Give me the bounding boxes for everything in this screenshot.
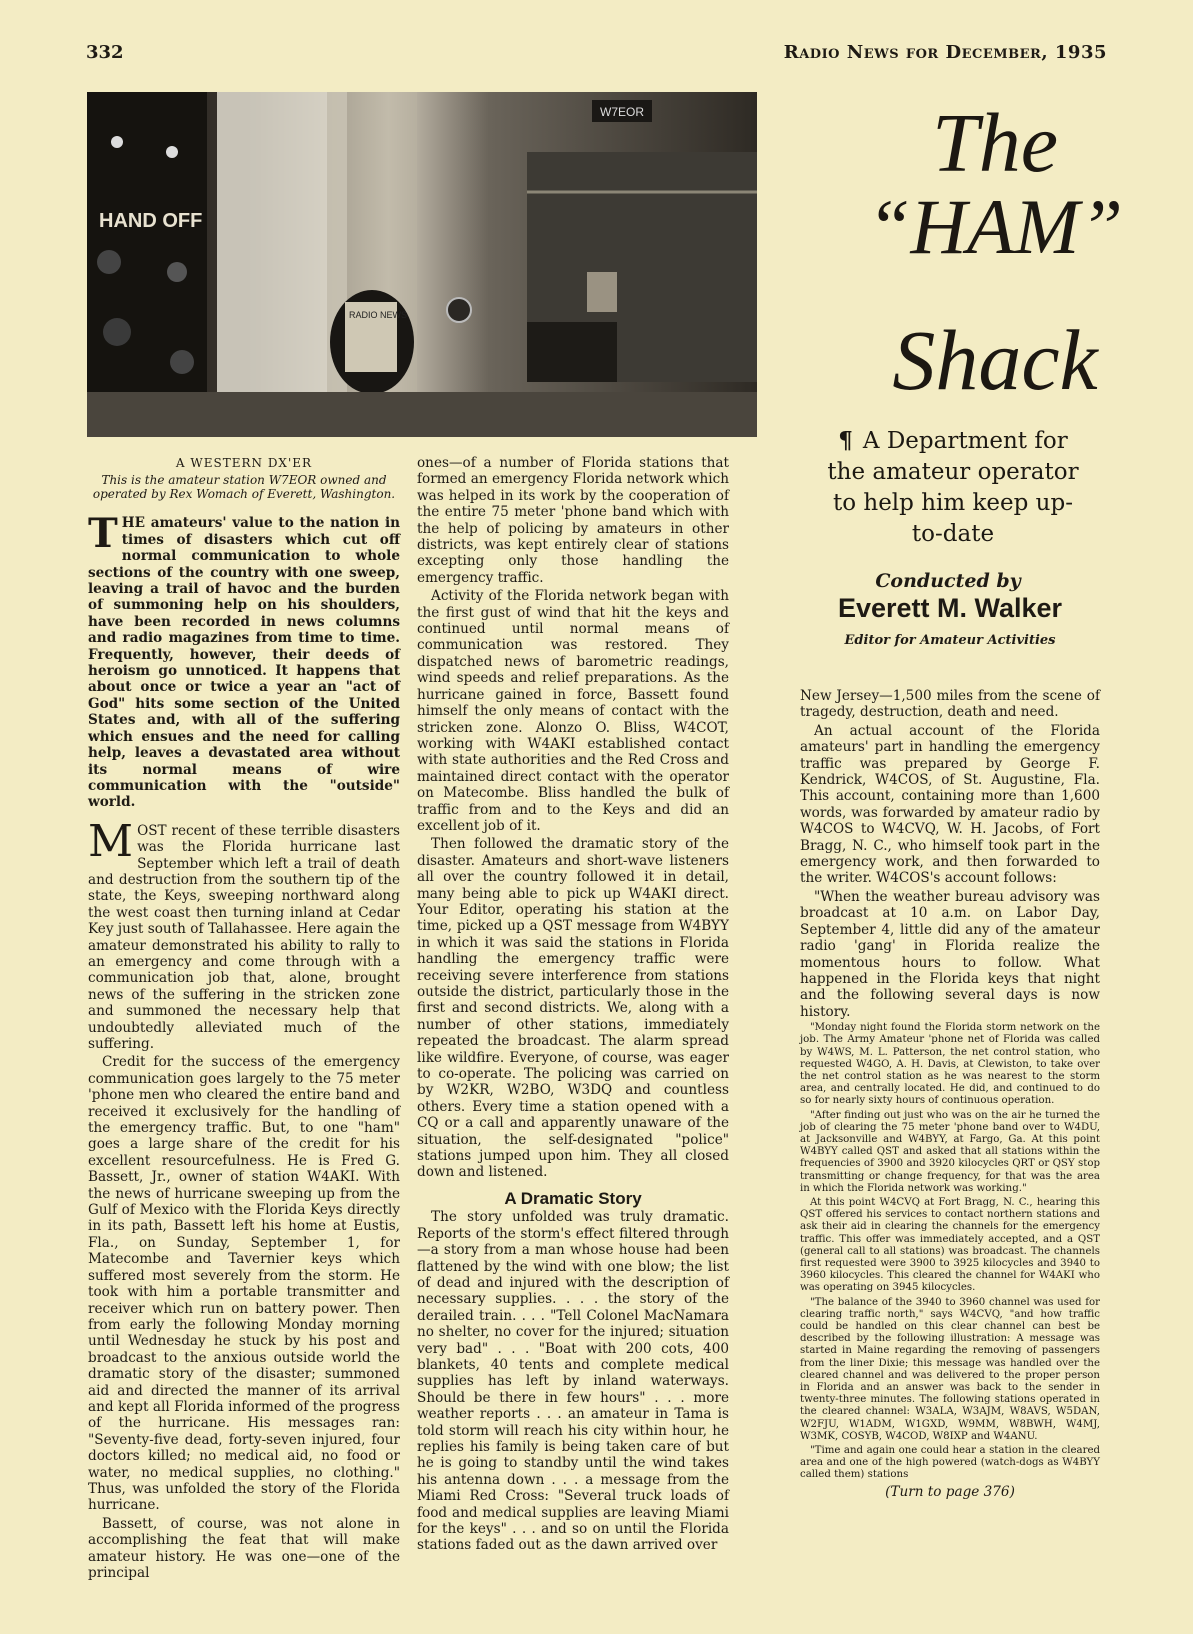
sign-label: W7EOR xyxy=(600,105,645,119)
paragraph: Then followed the dramatic story of the disaster. Amateurs and short-wave listeners all over the country followed it in detail, many being able to pick up W4AKI direct. Your Editor, operating his station at the time, picked up a QST message from W4BYY in which it was said the stations in Florida handling the emergency traffic were receiving severe interference from stations outside the district, particularly those in the first and second districts. We, along with a number of other stations, immediately repeated the broadcast. The alarm spread like wildfire. Everyone, of course, was eager to co-operate. The policing was carried on by W2KR, W2BO, W3DQ and countless others. Every time a station opened with a CQ or a call and apparently unaware of the situation, the self-designated "police" stations jumped upon him. They all closed down and listened. xyxy=(417,836,729,1181)
subheading: A Dramatic Story xyxy=(504,1188,642,1208)
paragraph: New Jersey—1,500 miles from the scene of tragedy, destruction, death and need. xyxy=(800,688,1100,721)
station-photo xyxy=(87,92,757,437)
title-ham: “HAM” xyxy=(867,183,1123,270)
drop-cap: M xyxy=(88,815,134,867)
paragraph: "Monday night found the Florida storm network on the job. The Army Amateur 'phone net of Florida was called by W4WS, M. L. Patterson, the net control station, who requested W4GO, A. H. Davis, at Clewiston, to take over the net control station as he was nearest to the storm area, and centrally located. He did, and continued to do so for nearly sixty hours of continuous operation. xyxy=(800,1022,1100,1107)
paragraph: "The balance of the 3940 to 3960 channel was used for clearing traffic north," says W4CVQ, "and how traffic could be handled on this clear channel can best be described by the following illustration: A message was started in Maine regarding the removing of passengers from the liner Dixie; this message was handled over the cleared channel and was delivered to the proper person in Florida and an answer was back to the sender in twenty-three minutes. The following stations operated in the cleared channel: W3ALA, W3AJM, W8AVS, W5DAN, W2FJU, W1ADM, W1GXD, W9MM, W8BWH, W4MJ, W3MK, COSYB, W4COD, W8IXP and W4ANU. xyxy=(800,1296,1100,1442)
editor-title: Editor for Amateur Activities xyxy=(844,633,1056,648)
column-2 xyxy=(417,455,729,1556)
pilcrow-icon: ¶ xyxy=(838,427,853,454)
paragraph: The story unfolded was truly dramatic. Reports of the storm's effect filtered through—a story from a man whose house had been flattened by the wind with one blow; the list of dead and injured with the description of necessary supplies. . . . the story of the derailed train. . . . "Tell Colonel MacNamara no shelter, no cover for the injured; situation very bad" . . . "Boat with 200 cots, 400 blankets, 40 tents and complete medical supplies has left by inland waterways. Should be there in few hours" . . . more weather reports . . . an amateur in Tama is told storm will reach his city within hour, he replies his family is being taken care of but he is going to standby until the wind takes his antenna down . . . a message from the Miami Red Cross: "Several truck loads of food and medical supplies are leaving Miami for the keys" . . . and so on until the Florida stations faded out as the dawn arrived over xyxy=(417,1209,729,1554)
paragraph: "When the weather bureau advisory was broadcast at 10 a.m. on Labor Day, September 4, little did any of the amateur radio 'gang' in Florida realize the momentous hours to follow. What happened in the Florida keys that night and the following several days is now history. xyxy=(800,888,1100,1020)
paragraph: Credit for the success of the emergency communication goes largely to the 75 meter 'phone men who cleared the entire band and received it exclusively for the handling of the emergency traffic. But, to one "ham" goes a large share of the credit for his excellent resourcefulness. He is Fred G. Bassett, Jr., owner of station W4AKI. With the news of hurricane sweeping up from the Gulf of Mexico with the Florida Keys directly in its path, Bassett left his home at Eustis, Fla., on Sunday, September 1, for Matecombe and Tavernier keys which suffered most severely from the storm. He took with him a portable transmitter and receiver which run on battery power. Then from early the following Monday morning until Wednesday he stuck by his post and broadcast to the anxious outside world the dramatic story of the disaster; summoned aid and directed the manner of its arrival and kept all Florida informed of the progress of the hurricane. His messages ran: "Seventy-five dead, forty-seven injured, four doctors killed; no medical aid, no food or water, no medical supplies, no clothing." Thus, was unfolded the story of the Florida hurricane. xyxy=(88,1054,400,1514)
column-3 xyxy=(800,688,1100,1500)
station-photo-graphic xyxy=(87,92,757,437)
editor-name: Everett M. Walker xyxy=(837,593,1063,623)
title-shack: Shack xyxy=(892,312,1098,408)
drop-cap: T xyxy=(88,510,118,558)
paragraph: At this point W4CVQ at Fort Bragg, N. C., hearing this QST offered his services to contact northern stations and ask their aid in clearing the channels for the emergency traffic. This offer was immediately accepted, and a QST (general call to all stations) was broadcast. The channels first requested were 3900 to 3925 kilocycles and 3940 to 3960 kilocycles. This cleared the channel for W4AKI who was operating on 3945 kilocycles. xyxy=(800,1196,1100,1294)
paragraph: "Time and again one could hear a station in the cleared area and one of the high powered (watch-dogs as W4BYY called them) stations xyxy=(800,1445,1100,1481)
paragraph: "After finding out just who was on the air he turned the job of clearing the 75 meter 'phone band over to W4DU, at Jacksonville and W4BYY, at Fargo, Ga. At this point W4BYY called QST and asked that all stations within the frequencies of 3900 and 3920 kilocycles QRT or QSY stop transmitting or change frequency, for that was the area in which the Florida network was working." xyxy=(800,1109,1100,1194)
department-description xyxy=(823,425,1083,550)
conducted-by: Conducted by xyxy=(875,570,1021,592)
paragraph: THE amateurs' value to the nation in times of disasters which cut off normal communication to whole sections of the country with one sweep, leaving a trail of havoc and the burden of summoning help on his shoulders, have been recorded in news columns and radio magazines from time to time. Frequently, however, their deeds of heroism go unnoticed. It happens that about once or twice a year an "act of God" hits some section of the United States and, with all of the suffering which ensues and the need for calling help, leaves a devastated area without its normal means of wire communication with the "outside" world. xyxy=(88,510,400,811)
paragraph: Activity of the Florida network began with the first gust of wind that hit the keys and continued until normal means of communication was restored. They dispatched news of barometric readings, wind speeds and relief preparations. As the hurricane gained in force, Bassett found himself the only means of contact with the stricken zone. Alonzo O. Bliss, W4COT, working with W4AKI established contact with state authorities and the Red Cross and maintained direct contact with the operator on Matecombe. Bliss handled the bulk of traffic from and to the Keys and did an excellent job of it. xyxy=(417,588,729,834)
paragraph: MOST recent of these terrible disasters was the Florida hurricane last September which left a trail of death and destruction from the southern tip of the state, the Keys, sweeping northward along the west coast then turning inland at Cedar Key just south of Tallahassee. Here again the amateur demonstrated his ability to rally to an emergency and come through with a communication job that, alone, brought news of the suffering in the stricken zone and summoned the necessary help that undoubtedly alleviated much of the suffering. xyxy=(88,815,400,1052)
switch-label: HAND OFF xyxy=(99,210,203,232)
continuation-note: (Turn to page 376) xyxy=(885,1483,1015,1500)
caption-heading: A WESTERN DX'ER xyxy=(175,456,313,470)
paragraph: An actual account of the Florida amateurs' part in handling the emergency traffic was prepared by George F. Kendrick, W4COS, of St. Augustine, Fla. This account, containing more than 1,600 words, was forwarded by amateur radio by W4COS to W4CVQ, W. H. Jacobs, of Fort Bragg, N. C., who himself took part in the emergency work, and then forwarded to the writer. W4COS's account follows: xyxy=(800,722,1100,887)
paragraph: Bassett, of course, was not alone in accomplishing the feat that will make amateur history. He was one—one of the principal xyxy=(88,1515,400,1581)
paragraph: ones—of a number of Florida stations that formed an emergency Florida network which was helped in its work by the cooperation of the entire 75 meter 'phone band which with the help of policing by amateurs in other districts, was kept entirely clear of stations excepting only those handling the emergency traffic. xyxy=(417,455,729,586)
title-the: The xyxy=(932,97,1058,190)
department-text: A Department for the amateur operator to help him keep up-to-date xyxy=(827,428,1079,547)
caption-body: This is the amateur station W7EOR owned and operated by Rex Womach of Everett, Washington. xyxy=(92,473,396,502)
page-number: 332 xyxy=(86,42,124,63)
column-1 xyxy=(88,455,400,1583)
magazine-label: RADIO NEWS xyxy=(349,310,408,320)
running-head: Radio News for December, 1935 xyxy=(783,42,1107,63)
